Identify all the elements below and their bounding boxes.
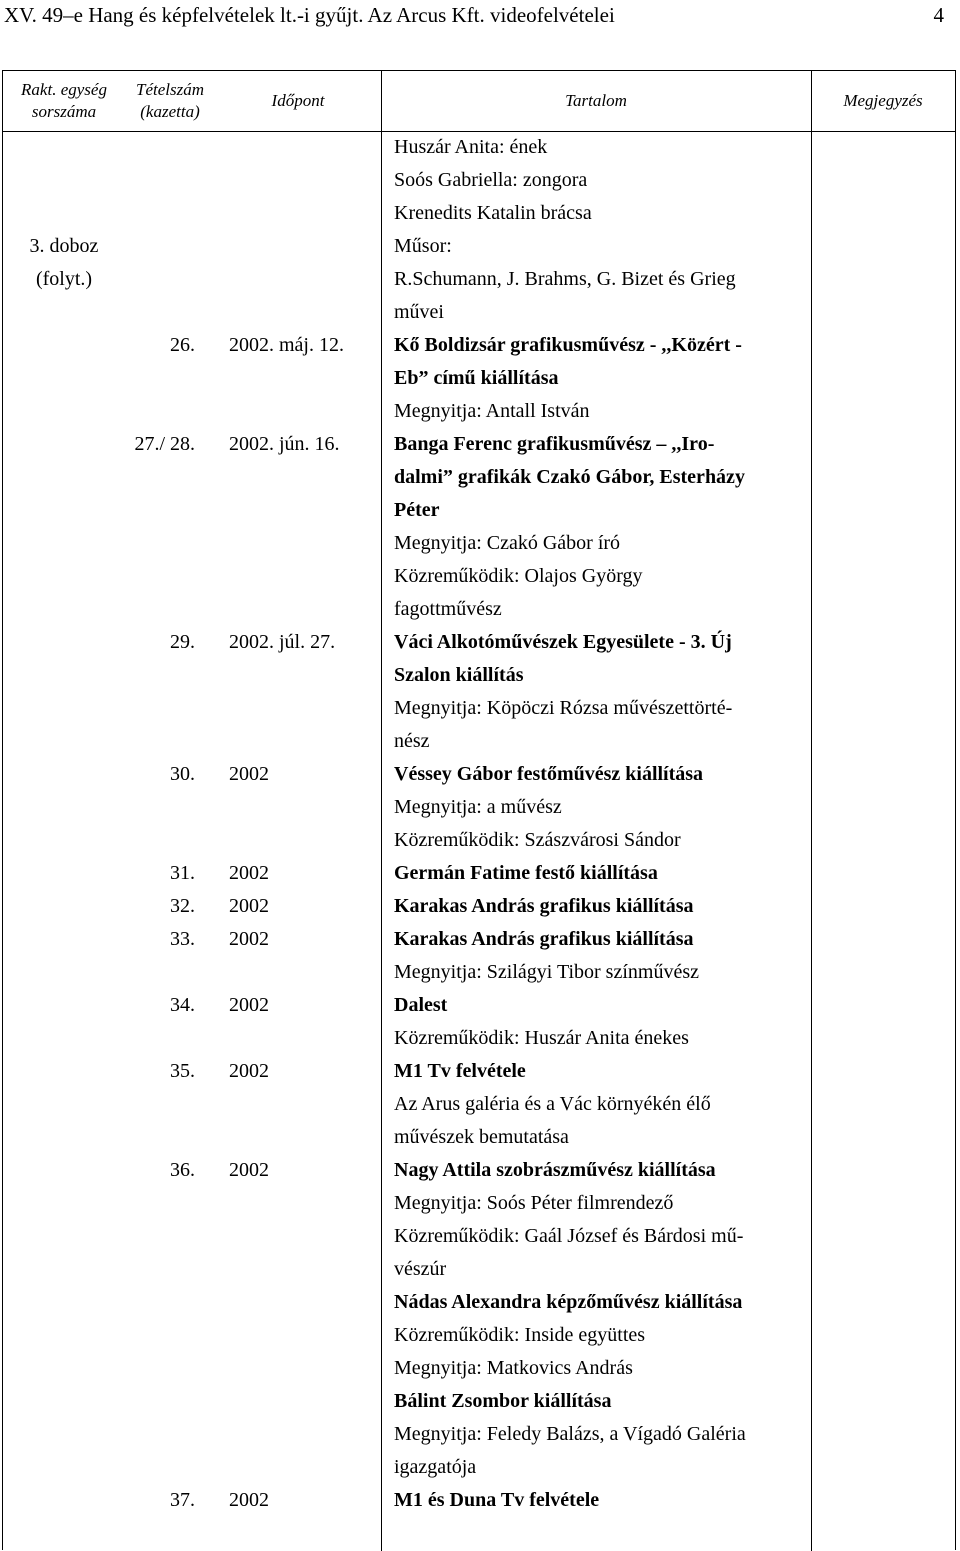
content-line (3, 1022, 955, 1055)
item-date: 2002 (229, 1489, 269, 1511)
item-number: 37. (170, 1489, 195, 1511)
content-line (3, 1319, 955, 1352)
content-line (3, 725, 955, 758)
item-number: 35. (170, 1060, 195, 1082)
event-detail: Megnyitja: Köpöczi Rózsa művészettörté- (394, 697, 733, 719)
column-header-item-number: Tételszám (kazetta) (136, 80, 204, 121)
item-number: 29. (170, 631, 195, 653)
event-detail: Közreműködik: Inside együttes (394, 1324, 646, 1346)
event-detail: Az Arus galéria és a Vác környékén élő (394, 1093, 711, 1115)
event-detail: művészek bemutatása (394, 1126, 569, 1148)
event-title: Eb” című kiállítása (394, 367, 559, 389)
content-line (3, 197, 955, 230)
content-line (3, 428, 955, 461)
content-line (3, 692, 955, 725)
table-row (3, 857, 955, 890)
content-line (3, 659, 955, 692)
content-line (3, 362, 955, 395)
content-line (3, 131, 955, 164)
content-line (3, 1253, 955, 1286)
event-title: Dalest (394, 994, 448, 1016)
content-line (3, 824, 955, 857)
event-detail: Megnyitja: Antall István (394, 400, 590, 422)
content-line (3, 329, 955, 362)
table-row (3, 329, 955, 428)
content-line (3, 989, 955, 1022)
event-title: Nagy Attila szobrászművész kiállítása (394, 1159, 716, 1181)
event-title: Véssey Gábor festőművész kiállítása (394, 763, 704, 785)
event-detail: Közreműködik: Olajos György (394, 565, 643, 587)
event-detail: nész (394, 730, 430, 752)
content-line (3, 1451, 955, 1484)
content-line (3, 593, 955, 626)
event-detail: Megnyitja: Matkovics András (394, 1357, 633, 1379)
table-row (3, 131, 955, 329)
item-number: 26. (170, 334, 195, 356)
event-title: Nádas Alexandra képzőművész kiállítása (394, 1291, 743, 1313)
content-line (3, 626, 955, 659)
item-date: 2002 (229, 1159, 269, 1181)
content-line (3, 956, 955, 989)
event-title: M1 és Duna Tv felvétele (394, 1489, 600, 1511)
item-number: 30. (170, 763, 195, 785)
content-line (3, 791, 955, 824)
page-title: XV. 49–e Hang és képfelvételek lt.-i gyűjt. Az Arcus Kft. videofelvételei (4, 3, 615, 27)
table-row (3, 989, 955, 1055)
content-line (3, 1352, 955, 1385)
content-line (3, 395, 955, 428)
item-number: 31. (170, 862, 195, 884)
event-detail: Megnyitja: Soós Péter filmrendező (394, 1192, 674, 1214)
table-body (3, 131, 955, 1517)
item-date: 2002 (229, 895, 269, 917)
item-number: 32. (170, 895, 195, 917)
event-title: dalmi” grafikák Czakó Gábor, Esterházy (394, 466, 745, 488)
content-line (3, 1187, 955, 1220)
page-header (4, 0, 954, 34)
content-line (3, 923, 955, 956)
item-date: 2002. jún. 16. (229, 433, 340, 455)
event-detail: Közreműködik: Gaál József és Bárdosi mű- (394, 1225, 744, 1247)
content-line (3, 461, 955, 494)
event-title: Péter (394, 499, 440, 521)
item-date: 2002 (229, 1060, 269, 1082)
column-header-date: Időpont (271, 91, 325, 110)
item-number: 27./ 28. (134, 433, 195, 455)
event-detail: Megnyitja: a művész (394, 796, 562, 818)
content-line (3, 527, 955, 560)
event-detail: művei (394, 301, 444, 323)
event-detail: Közreműködik: Huszár Anita énekes (394, 1027, 689, 1049)
content-line (3, 494, 955, 527)
table-row (3, 626, 955, 758)
item-date: 2002. júl. 27. (229, 631, 336, 653)
event-detail: igazgatója (394, 1456, 477, 1478)
content-line (3, 230, 955, 263)
content-line (3, 1055, 955, 1088)
item-date: 2002. máj. 12. (229, 334, 344, 356)
content-line (3, 263, 955, 296)
content-line (3, 857, 955, 890)
box-continued-label: (folyt.) (35, 268, 93, 290)
item-date: 2002 (229, 994, 269, 1016)
table-header (3, 71, 955, 132)
table-row (3, 758, 955, 857)
event-title: M1 Tv felvétele (394, 1060, 526, 1082)
content-line (3, 560, 955, 593)
table-row (3, 1484, 955, 1517)
event-title: Váci Alkotóművészek Egyesülete - 3. Új (394, 631, 732, 653)
archive-table (2, 70, 956, 1550)
content-line (3, 1154, 955, 1187)
event-title: Bálint Zsombor kiállítása (394, 1390, 612, 1412)
event-detail: Megnyitja: Feledy Balázs, a Vígadó Galéria (394, 1423, 746, 1445)
content-line (3, 1121, 955, 1154)
event-detail: Krenedits Katalin brácsa (394, 202, 592, 224)
event-detail: Közreműködik: Szászvárosi Sándor (394, 829, 681, 851)
item-number: 36. (170, 1159, 195, 1181)
content-line (3, 1286, 955, 1319)
item-number: 34. (170, 994, 195, 1016)
item-date: 2002 (229, 862, 269, 884)
content-line (3, 758, 955, 791)
content-line (3, 1385, 955, 1418)
table-row (3, 1154, 955, 1484)
event-detail: Megnyitja: Czakó Gábor író (394, 532, 621, 554)
item-date: 2002 (229, 928, 269, 950)
content-line (3, 164, 955, 197)
content-line (3, 890, 955, 923)
table-row (3, 890, 955, 923)
event-detail: Soós Gabriella: zongora (394, 169, 588, 191)
page-number: 4 (933, 3, 944, 27)
column-header-storage-unit: Rakt. egység sorszáma (21, 80, 107, 121)
event-title: Karakas András grafikus kiállítása (394, 928, 694, 950)
table-row (3, 923, 955, 989)
event-detail: vészúr (394, 1258, 447, 1280)
event-title: Banga Ferenc grafikusművész – ,,Iro- (394, 433, 715, 455)
item-number: 33. (170, 928, 195, 950)
content-line (3, 1418, 955, 1451)
content-line (3, 296, 955, 329)
event-detail: Műsor: (394, 235, 452, 257)
content-line (3, 1088, 955, 1121)
box-label: 3. doboz (29, 235, 99, 257)
event-detail: Megnyitja: Szilágyi Tibor színművész (394, 961, 699, 983)
event-title: Szalon kiállítás (394, 664, 524, 686)
column-header-content: Tartalom (565, 91, 627, 110)
item-date: 2002 (229, 763, 269, 785)
event-title: Karakas András grafikus kiállítása (394, 895, 694, 917)
event-title: Kő Boldizsár grafikusművész - ,,Közért - (394, 334, 742, 356)
column-header-notes: Megjegyzés (843, 91, 923, 110)
table-row (3, 1055, 955, 1154)
event-detail: Huszár Anita: ének (394, 136, 548, 158)
content-line (3, 1220, 955, 1253)
event-title: Germán Fatime festő kiállítása (394, 862, 658, 884)
event-detail: R.Schumann, J. Brahms, G. Bizet és Grieg (394, 268, 736, 290)
table-row (3, 428, 955, 626)
content-line (3, 1484, 955, 1517)
event-detail: fagottművész (394, 598, 502, 620)
